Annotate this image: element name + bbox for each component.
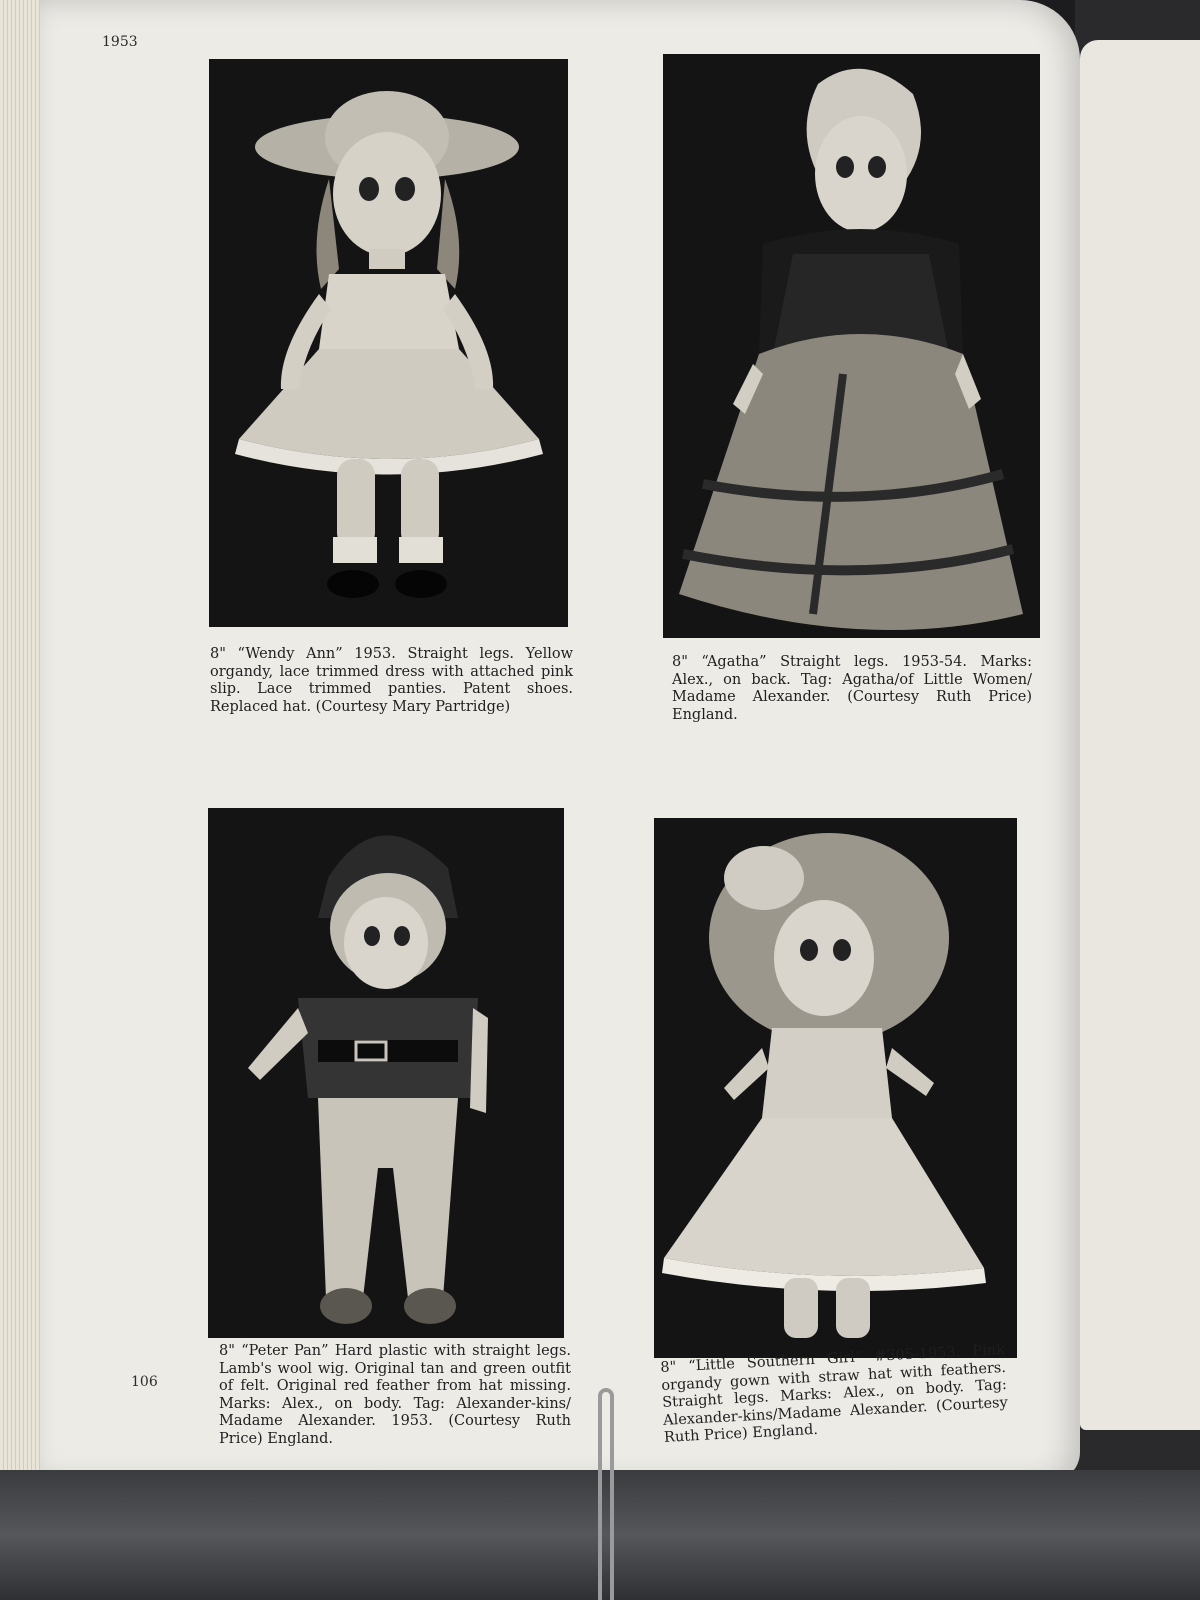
facing-page-edge <box>1080 40 1200 1430</box>
doll-agatha-illustration <box>663 54 1040 638</box>
running-head: 1953 <box>102 34 138 50</box>
caption-agatha: 8" “Agatha” Straight legs. 1953-54. Marks: Alex., on back. Tag: Agatha/of Little Women/ Madame Alexander. (Courtesy Ruth Price) England. <box>672 654 1032 723</box>
doll-wendy-ann-illustration <box>209 59 568 627</box>
photo-agatha <box>663 54 1040 638</box>
page-number: 106 <box>131 1374 158 1390</box>
photo-little-southern-girl <box>654 818 1017 1358</box>
caption-little-southern-girl: 8" “Little Southern Girl” #305-1953. Pink organdy gown with straw hat with feathers. Straight legs. Marks: Alex., on body. Tag: Alexander-kins/Madame Alexander. (Courtesy Ruth Price) England. <box>660 1341 1009 1446</box>
caption-wendy-ann: 8" “Wendy Ann” 1953. Straight legs. Yellow organdy, lace trimmed dress with attached pink slip. Lace trimmed panties. Patent shoes. Replaced hat. (Courtesy Mary Partridge) <box>210 646 573 715</box>
photo-wendy-ann <box>209 59 568 627</box>
caption-peter-pan: 8" “Peter Pan” Hard plastic with straight legs. Lamb's wool wig. Original tan and green outfit of felt. Original red feather from hat missing. Marks: Alex., on body. Tag: Alexander-kins/ Madame Alexander. 1953. (Courtesy Ruth Price) England. <box>219 1343 571 1447</box>
book-stand-wire <box>598 1388 614 1600</box>
doll-peter-pan-illustration <box>208 808 564 1338</box>
photo-peter-pan <box>208 808 564 1338</box>
doll-little-southern-girl-illustration <box>654 818 1017 1358</box>
